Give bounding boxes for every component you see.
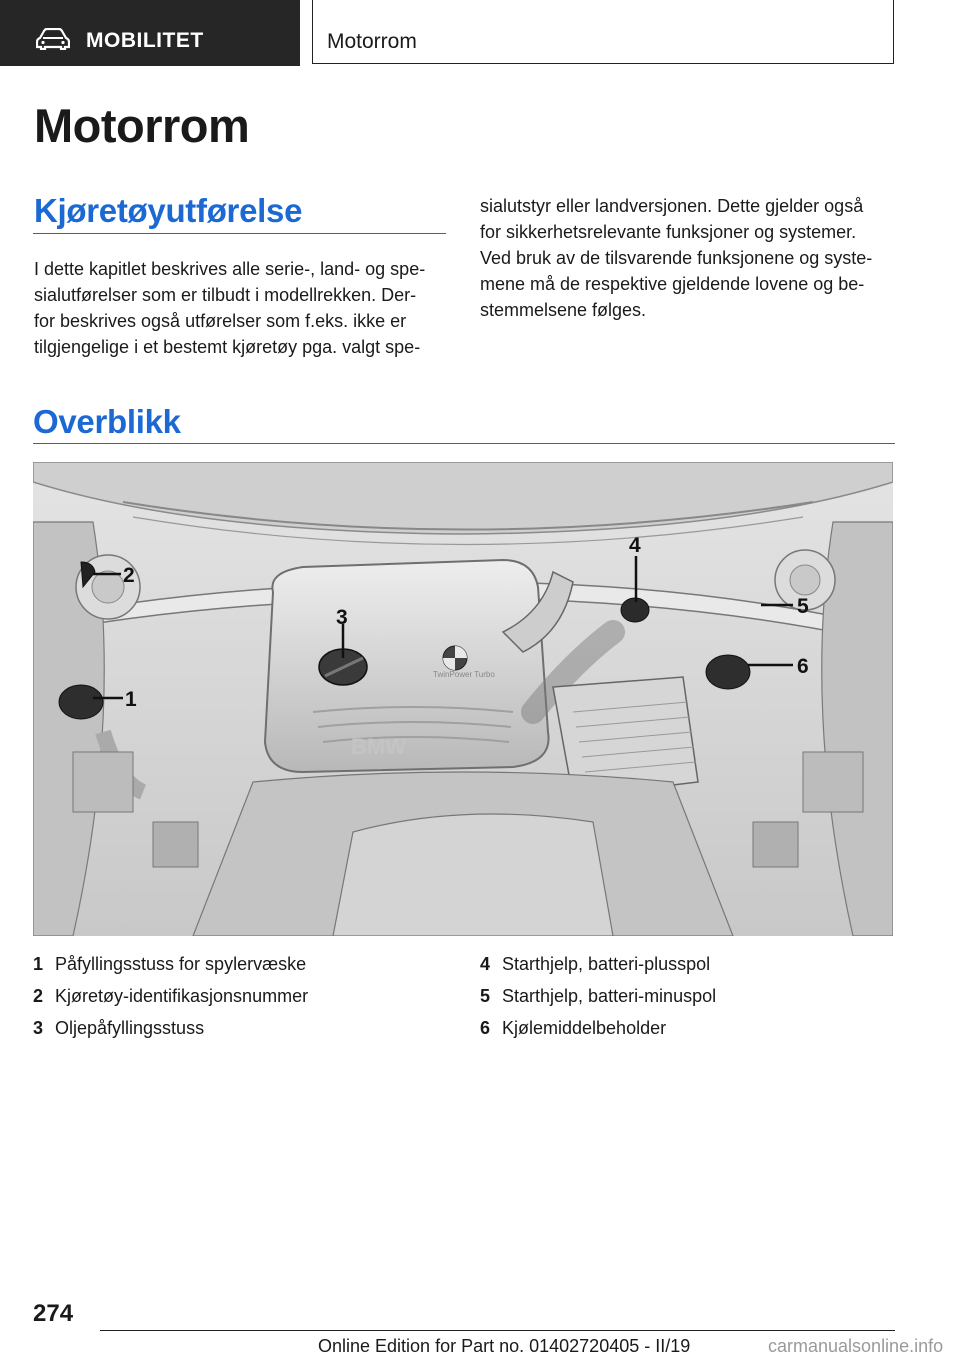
page-title: Motorrom: [34, 99, 250, 152]
text-line: for beskrives også utførelser som f.eks. ikke er: [34, 311, 407, 331]
callout-label-2: 2: [123, 564, 135, 587]
text-line: Ved bruk av de tilsvarende funksjonene og syste-: [480, 248, 873, 268]
engine-cover-logo: BMW: [351, 734, 406, 759]
overview-heading: Overblikk: [33, 403, 181, 440]
legend-number: 2: [33, 986, 44, 1006]
callout-label-5: 5: [797, 595, 809, 618]
legend-text: Oljepåfyllingsstuss: [55, 1018, 205, 1038]
footer-edition: Online Edition for Part no. 01402720405 - II/19: [318, 1336, 691, 1356]
washer-fluid-cap: [59, 685, 103, 719]
header-section-tab: [0, 0, 300, 66]
text-line: mene må de respektive gjeldende lovene og be-: [480, 274, 865, 294]
callout-label-6: 6: [797, 655, 809, 678]
text-line: sialutstyr eller landversjonen. Dette gjelder også: [480, 196, 864, 216]
legend-item: [33, 980, 308, 1012]
legend-number: 4: [480, 954, 491, 974]
footer-rule: [100, 1330, 895, 1331]
footer-watermark: carmanualsonline.info: [768, 1336, 944, 1356]
legend-left: [33, 948, 308, 1044]
legend-item: [33, 948, 308, 980]
overview-heading-rule: [33, 443, 895, 444]
header-title-box: [312, 0, 894, 64]
coolant-reservoir-cap: [706, 655, 750, 689]
text-line: tilgjengelige i et bestemt kjøretøy pga. valgt spe-: [34, 337, 421, 357]
callout-label-4: 4: [629, 534, 641, 557]
legend-number: 3: [33, 1018, 44, 1038]
legend-number: 6: [480, 1018, 491, 1038]
header-title: Motorrom: [327, 30, 417, 53]
variant-heading-rule: [33, 233, 446, 234]
legend-number: 5: [480, 986, 491, 1006]
variant-paragraph-left: [34, 256, 454, 360]
car-icon: [36, 28, 70, 50]
legend-item: [480, 948, 716, 980]
header-section-label: MOBILITET: [86, 29, 204, 52]
callout-label-3: 3: [336, 606, 348, 629]
legend-item: [33, 1012, 308, 1044]
legend-text: Kjølemiddelbeholder: [502, 1018, 667, 1038]
engine-cover-text: TwinPower Turbo: [433, 670, 495, 679]
engine-compartment-illustration: [33, 462, 893, 936]
legend-text: Påfyllingsstuss for spylervæske: [55, 954, 307, 974]
engine-compartment-figure: [33, 462, 893, 936]
legend-item: [480, 1012, 716, 1044]
callout-label-1: 1: [125, 688, 137, 711]
legend-number: 1: [33, 954, 44, 974]
text-line: stemmelsene følges.: [480, 300, 647, 320]
variant-heading: Kjøretøyutførelse: [34, 192, 303, 229]
legend-text: Starthjelp, batteri-minuspol: [502, 986, 717, 1006]
legend-right: [480, 948, 716, 1044]
page-number: 274: [33, 1300, 74, 1327]
text-line: I dette kapitlet beskrives alle serie-, land- og spe-: [34, 259, 426, 279]
text-line: sialutførelser som er tilbudt i modellrekken. Der-: [34, 285, 417, 305]
variant-paragraph-right: [480, 193, 900, 323]
legend-item: [480, 980, 716, 1012]
legend-text: Starthjelp, batteri-plusspol: [502, 954, 711, 974]
legend-text: Kjøretøy-identifikasjonsnummer: [55, 986, 309, 1006]
text-line: for sikkerhetsrelevante funksjoner og systemer.: [480, 222, 857, 242]
